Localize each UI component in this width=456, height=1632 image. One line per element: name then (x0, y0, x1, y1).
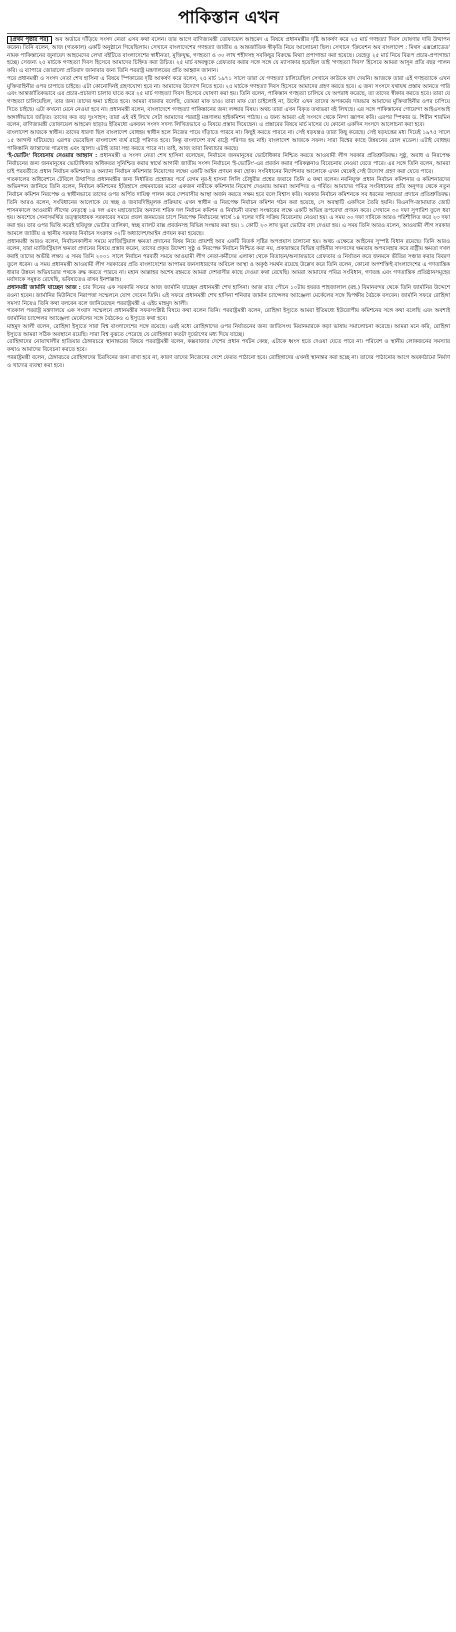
article-body (7, 37, 450, 370)
paragraph-text: মাহমুদ আলী বলেন, রোহিঙ্গা ইস্যুতে সারা বিশ্ব বাংলাদেশের সঙ্গে রয়েছে। এরই মধ্যে রোহিঙ্গাদের ওপর নির্যাতনের জন্য জাতিসংঘ মিয়ানমারকে কড়া ভাষায় সমালোচনা করেছে। আমরা মনে করি, রোহিঙ্গা ইস্যুতে আমরা সঠিক অবস্থানে রয়েছি। সারা বিশ্ব বুঝতে পেরেছে যে রোহিঙ্গারা কতটা দুর্ভোগের মধ্য দিয়ে যাচ্ছে। (7, 323, 450, 338)
paragraph-text: প্রধানমন্ত্রী আরও বলেন, নির্বাচনকালীন সময়ে ম্যাজিস্ট্রিয়াল ক্ষমতা প্রদানের বিষয় নিয়ে প্রায়শই আর একটি বিতর্ক সৃষ্টির অপপ্রয়াস চালানো হয়। অথচ এক্ষেত্রে আইনের সুস্পষ্ট বিধান রয়েছে। তিনি আরও বলেন, যারা ম্যাজিস্ট্রিয়াল ক্ষমতা প্রদানের বিষয়ে প্রস্তাব করেন, তাদের প্রকৃত উদ্দেশ্য সুষ্ঠু ও নিরপেক্ষ নির্বাচন নিশ্চিত করা নয়, প্রকারান্তরে বিভিন্ন বাহিনীর সদস্যদের ক্ষমতার অপব্যবহার করে রাষ্ট্রীয় ক্ষমতা দখল করাই তাদের অভীষ্ট লক্ষ্য। এ সময় তিনি ২০০১ সালে নির্বাচন পরবর্তী সময়ে আওয়ামী লীগ নেতা-কর্মীদের এলাকা থেকে বিতাড়ন/অন্যায়ভাবে গ্রেফতার ও নির্যাতন করে জনমনে ভীতির সঞ্চার করার বিবরণ তুলে ধরেন। এ সময় প্রধানমন্ত্রী আওয়ামী লীগ সরকারের প্রতি বাংলাদেশের আপামর জনসাধারণের অবিচল আস্থা ও অকুণ্ঠ সমর্থন রয়েছে উল্লেখ করে তিনি বলেন, কোনো অপশক্তিই বাংলাদেশের এ গণতান্ত্রিক ধারার উন্নয়ন অভিযাত্রার পথকে রুদ্ধ করতে পারবে না। মহান আল্লাহর অশেষ রহমতে আমরা দেশবাসীর কাছে দেওয়া কথা রেখেছি। আমরা আমাদের পবিত্র সংবিধান, গণতন্ত্র এবং গণতান্ত্রিক প্রতিষ্ঠানসমূহের মর্যাদাকে সমুন্নত রেখেছি, ভবিষ্যতেও রাখব ইনশাল্লাহ। (7, 238, 450, 284)
paragraph-text: গতকালের অধিবেশনে টেবিলে উত্থাপিত প্রধানমন্ত্রীর জন্য নির্ধারিত প্রশ্নোত্তর পর্বে বেগম নূর-ই হাসনা লিলি চৌধুরীর প্রশ্নের জবাবে তিনি এ কথা বলেন। নবনিযুক্ত প্রধান নির্বাচন কমিশনার ও কমিশনারদের অভিনন্দন জানিয়ে তিনি বলেন, নির্বাচন কমিশনের ইতিহাসে প্রথমবারের মতো একজন নারীকে কমিশনার নিয়োগ দেওয়ায় আমরা আনন্দিত ও গর্বিত। আমাদের পবিত্র সংবিধানের প্রতি অনুগত থেকে নতুন নির্বাচন কমিশন নিরপেক্ষ ও স্বাধীনভাবে তাদের ওপর অর্পিত দায়িত্ব পালন করে দেশবাসীর আস্থা অর্জন করতে সক্ষম হবে বলে বিশ্বাস করি। সরকার নির্বাচন কমিশনকে সব ধরনের সহায়তা প্রদানে প্রতিশ্রুতিবদ্ধ। তিনি আরও বলেন, সংবিধানের আলোকে যে স্বচ্ছ ও জবাবদিহিমূলক প্রক্রিয়ায় এখন স্বাধীন ও নিরপেক্ষ নির্বাচন কমিশন গঠন করা হয়েছে, সে অবস্থাটি একদিনে তৈরি হয়নি। বিএনপি-জামায়াত জোট শাসনকালে আওয়ামী লীগের নেতৃত্বে ১৪ দল এবং মহাজোটের অন্যান্য শরিক দল নির্বাচন কমিশন ও নির্বাচনী ব্যবস্থা সংস্কারের লক্ষে একটি অভিন্ন রূপরেখা প্রণয়ন করে। সেখানে ৩০ দফা সুপারিশ তুলে ধরা হয়। অবশেষে সেনাসমর্থিত তত্ত্বাবধায়ক সরকারের সময়ে প্রবল জনমতের চাপে নিরপেক্ষ নির্বাচনের স্বার্থে ১৪ দলের দাবি সক্রিয় বিবেচনায় নেওয়া হয়। এ সময় ৩০ দফা দাবিকে আরও পরিশীলিত করে ২৩ দফা করা হয়। তার ওপর ভিত্তি করেই ছবিযুক্ত ভোটার তালিকা, স্বচ্ছ ব্যালট বাক্স প্রবর্তনসহ বিভিন্ন সংস্কার করা হয়। ১ কোটি ২৩ লাখ ভুয়া ভোটার বাদ দেওয়া হয়। এ সময় তিনি আরও বলেন, আওয়ামী লীগ সরকার আমলে জাতীয় ও স্থানীয় সরকার নির্বাচন সংক্রান্ত ৩২টি অধ্যাদেশ/আইন প্রণয়ন করা হয়েছে। (7, 176, 450, 237)
article-paragraph (7, 324, 450, 340)
article-headline: পাকিস্তান এখন (7, 4, 450, 34)
article-paragraph (7, 339, 450, 355)
paragraph-text: রোহিঙ্গাদের নোয়াখালীর হাতিয়ার ঠেঙ্গারচরে স্থানান্তরের বিষয়ে পররাষ্ট্রমন্ত্রী বলেন, কক্সবাজার দেশের প্রধান পর্যটন কেন্দ্র, এটাকে ধ্বংস হতে দেওয়া যেতে পারে না। পরিবেশ ও স্থানীয় লোকজনের সমস্যার কথাও আমাদের বিবেচনা করতে হবে। (7, 339, 450, 353)
paragraph-text: বাংলাদেশ আজকে স্বাধীন। তাদের ধারণা ছিল বাংলাদেশ বোধহয় স্বাধীন হলে নিজের পায়ে দাঁড়াতে পারবে না। কিছুই করতে পারবে না। সেই ষড়যন্ত্রও তারা কিছু করেছে। সেই ষড়যন্ত্রের মধ্য দিয়েই ১৯৭৫ সালে ১৫ আগস্ট ঘটিয়েছে। এরপর ভেবেছিল বাংলাদেশ ব্যর্থ রাষ্ট্রে পরিণত হবে। কিন্তু বাংলাদেশ ব্যর্থ রাষ্ট্রে পরিণত হয় নাই। বাংলাদেশ আজকে সফল। সারা বিশ্বের কাছে উন্নয়নের রোল মডেল। এটাই বোধহয় পাকিস্তানি জান্তাদের গাত্রদাহ এবং জ্বালা। এটাই তারা সহ্য করতে পারে না। তাই, আজ তারা মিথ্যাচার করছে। (7, 130, 450, 152)
article-paragraph (7, 130, 450, 153)
article-paragraph (7, 308, 450, 324)
article-paragraph (7, 177, 450, 239)
article-paragraph (7, 37, 450, 76)
paragraph-text: পরে প্রধানমন্ত্রী ও সংসদ নেতা শেখ হাসিনা এ বিষয়ে স্পিকারের দৃষ্টি আকর্ষণ করে বলেন, ২৫ মার্চ ১৯৭১ সালে তারা যে গণহত্যা চালিয়েছিল সেখানে কাউকে বাদ দেয়নি। আজকে তারা এই গণহত্যাকে এখন মুক্তিবাহিনীর ওপর চাপাতে চাইছে। এটা কোনোদিনই গ্রহণযোগ্য হবে না। আমাদের উদ্যোগ নিতে হবে। ২৫ মার্চকে গণহত্যা দিবস হিসেবে আমাদের গ্রহণ করতে হবে। এ জন্য সংসদে যথাযথ প্রস্তাব আনতে পারি এবং আন্তর্জাতিকভাবে এর প্রচার-প্রচারণা চালাব যাতে করে ২৫ মার্চ গণহত্যা দিবস হিসেবে ঘোষণা করা হয়। তিনি বলেন, পাকিস্তান গণহত্যা চালিয়ে যে অপরাধ করেছে, তা তাদের স্বীকার করতে হবে। তারা যে গণহত্যা চালিয়েছিল, তার জন্য তাদের ক্ষমা চাইতে হবে। আমরা বারবার বলেছি, তোমরা মাফ চাও। তারা মাফ তো চাইলোই না, উল্টো এখন তাদের অপকর্মের দায়ভার আমাদের মুক্তিবাহিনীর ওপর চাপিয়ে দিতে চাইছে। এটা কখনো মেনে নেওয়া হবে না। প্রধানমন্ত্রী বলেন, বাংলাদেশে গণহত্যা পাকিস্তানের জন্য লজ্জার বিষয়। অথচ তারা এখন বিকৃত তথ্যভরা বই লিখছে। এর সঙ্গে পাকিস্তানের গোয়েন্দা আইএসআই অঙ্গাঙ্গীভাবে জড়িত। তাদের কত বড় দুঃসাহস; তারা এই বই লিখে সেটা আমাদের পররাষ্ট্র মন্ত্রণালয় হাইকমিশন পাঠায়। এ জন্য আমরা এই সংসদে থেকে নিন্দা জ্ঞাপন করি। এরপর স্পিকার ড. শিরীন শারমিন বলেন, বাণিজ্যমন্ত্রী তোফায়েল আহমেদ ছাড়াও ইতিমধ্যে একজন সংসদ সদস্য লিখিতভাবে এ বিষয়ে প্রস্তাব দিয়েছেন। এ প্রস্তাবের বিষয়ে মার্চ মাসের যে কোনো একদিন সংসদে আলোচনা করা হবে। (7, 75, 450, 129)
article-paragraph (7, 239, 450, 286)
paragraph-text: চার দিনের এক সরকারি সফরে আজ জার্মানি যাচ্ছেন প্রধানমন্ত্রী শেখ হাসিনা। আজ রাত পৌনে ১০টায় হযরত শাহজালাল (রহ.) বিমানবন্দর থেকে তিনি জার্মানির উদ্দেশে রওনা হবেন। জার্মানির মিউনিখে নিরাপত্তা সম্মেলনে যোগ দেবেন তিনি। এই সফরে প্রধানমন্ত্রী শেখ হাসিনা শনিবার জার্মান চ্যান্সেলর অ্যাঞ্জেলা মের্কেলের সঙ্গে দ্বিপক্ষীয় বৈঠকে বসবেন। জার্মানি সফরে রোহিঙ্গা সমস্যা নিয়েও তিনি কথা বলবেন বলে জানিয়েছেন পররাষ্ট্রমন্ত্রী এ এইচ মাহমুদ আলী। (7, 285, 451, 307)
paragraph-text: পররাষ্ট্রমন্ত্রী বলেন, ঠেঙ্গারচরে রোহিঙ্গাদের চিরদিনের জন্য রাখা হবে না, কারণ তাদের নিজেদের দেশে ফেরত পাঠানো হবে। রোহিঙ্গাদের এখনই স্থানান্তর করা হচ্ছে না। তাদের পাঠানোর আগে অবকাঠামো নির্মাণ ও খাদ্যের ব্যবস্থা করা হবে। (7, 354, 450, 369)
section-subheading: 'ই-ভোটিং' বিবেচনায় নেওয়ার আহ্বান : (7, 153, 98, 160)
article-paragraph (7, 355, 450, 371)
article-paragraph (7, 76, 450, 130)
paragraph-text: প্রধানমন্ত্রী ও সংসদ নেতা শেখ হাসিনা বলেছেন, নির্বাচনে জনমানুষের ভোটাধিকার নিশ্চিত করতে আওয়ামী লীগ সরকার প্রতিশ্রুতিবদ্ধ। সুষ্ঠু, অবাধ ও নিরপেক্ষ নির্বাচনের জন্য জনমানুষের ভোটাধিকার অধিকতর সুনিশ্চিত করার স্বার্থে আগামী জাতীয় সংসদ নির্বাচনে 'ই-ভোটিং'-এর প্রবর্তন করার পরিকল্পনাও বিবেচনায় নেওয়া যেতে পারে। এর সঙ্গে তিনি বলেন, আমরা চাই পরবর্তীতে প্রধান নির্বাচন কমিশনার ও অন্যান্য নির্বাচন কমিশনার নিয়োগের লক্ষ্যে একটি আইন প্রণয়ন করা হোক। সংবিধানের নির্দেশনার আলোকে এখন থেকেই সেই উদ্যোগ গ্রহণ করা যেতে পারে। (7, 153, 450, 175)
article-paragraph (7, 153, 450, 176)
article-paragraph (7, 285, 450, 308)
section-subheading: প্রধানমন্ত্রী জার্মানি যাচ্ছেন আজ : (7, 285, 81, 291)
paragraph-text: গতকাল পররাষ্ট্র মন্ত্রণালয়ে এক সংবাদ সম্মেলনে প্রধানমন্ত্রীর সফরসংশ্লিষ্ট বিষয়ে কথা বলেন তিনি। পররাষ্ট্রমন্ত্রী বলেন, রোহিঙ্গা ইস্যুতে আমরা ইতিমধ্যে ইউরোপীয় কমিশনের সঙ্গে কথা বলেছি এবং অবশ্যই জার্মানির চ্যান্সেলর অ্যাঞ্জেলা মের্কেলের সঙ্গে বৈঠকেও এ ইস্যুতে কথা হবে। (7, 308, 450, 322)
continuation-label: [প্রথম পৃষ্ঠার পর] (7, 36, 52, 44)
paragraph-text: অব অর্ডারে দাঁড়িয়ে সংসদ নেতা এসব কথা বলেন। তার আগে বাণিজ্যমন্ত্রী তোফায়েল আহমেদ এ বিষয়ে প্রধানমন্ত্রীর দৃষ্টি আকর্ষণ করে ২৫ মার্চ গণহত্যা দিবস ঘোষণার দাবি উত্থাপন করেন। তিনি বলেন, আজ (গতকাল) একটি অনুষ্ঠানে গিয়েছিলাম। সেখানে বাংলাদেশের গণহত্যা জাতীয় ও আন্তর্জাতিক স্বীকৃতি নিয়ে আলোচনা ছিল। সেখানে 'ক্রিয়েশন অব বাংলাদেশ : মিথস এক্সপ্লোডেড' নামক পাকিস্তানের জুনায়েদ আহমেদের লেখা বইটিতে বাংলাদেশের স্বাধীনতা, মুক্তিযুদ্ধ, গণহত্যা ও ৩০ লাখ শহীদসহ সবকিছুর বিরুদ্ধে মিথ্যা প্রপাগান্ডা করা হয়েছে। যেহেতু ২৫ মার্চ নিয়ে বিরূপ প্রচার-প্রপাগান্ডা হচ্ছে। সেজন্য ২৫ মার্চকে গণহত্যা দিবস হিসেবে আমাদের চিহ্নিত করা উচিত। ২৫ মার্চ বঙ্গবন্ধুকে গ্রেফতার করার সঙ্গে সঙ্গে যে ম্যাসাকার হয়েছিল তাই 'গণহত্যা দিবস' হিসেবে আমরা আসুন প্রতি বছর পালন করি। এ ব্যাপারে জোরালো প্রতিবাদ জানাবার জন্য তিনি পররাষ্ট্র মন্ত্রণালয়ের প্রতি আহ্বান জানান। (7, 37, 450, 74)
